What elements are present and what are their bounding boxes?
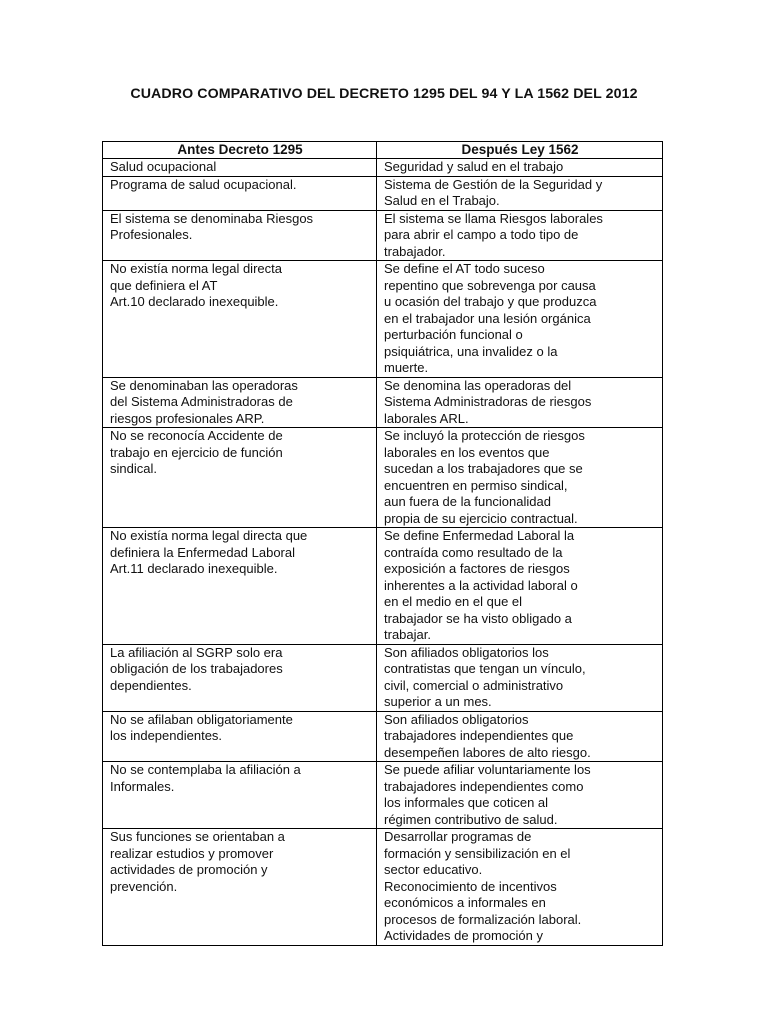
cell-text: Se denomina las operadoras del Sistema Administradoras de riesgos laborales ARL. — [384, 377, 592, 426]
cell-after — [377, 762, 663, 829]
cell-before — [103, 428, 377, 528]
cell-text: Sus funciones se orientaban a realizar estudios y promover actividades de promoción y prevención. — [110, 829, 285, 894]
cell-text: No se reconocía Accidente de trabajo en ejercicio de función sindical. — [110, 428, 283, 476]
cell-before — [103, 210, 377, 261]
cell-text: Salud ocupacional — [110, 159, 217, 174]
header-before: Antes Decreto 1295 — [103, 142, 377, 159]
table-row — [103, 762, 663, 829]
header-after: Después Ley 1562 — [377, 142, 663, 159]
cell-after — [377, 377, 663, 428]
cell-after — [377, 711, 663, 762]
cell-text: Desarrollar programas de formación y sensibilización en el sector educativo. Reconocimiento de incentivos económicos a informales en procesos de formalización laboral. Actividades de promoción y — [384, 829, 582, 943]
cell-text: Se incluyó la protección de riesgos laborales en los eventos que sucedan a los trabajadores que se encuentren en permiso sindical, aun fuera de la funcionalidad propia de su ejercicio contractual. — [384, 428, 585, 526]
cell-text: Se define el AT todo suceso repentino que sobrevenga por causa u ocasión del trabajo y que produzca en el trabajador una lesión orgánica perturbación funcional o psiquiátrica, una invalidez o la muerte. — [384, 261, 597, 375]
comparison-table — [102, 141, 663, 946]
cell-text: Son afiliados obligatorios trabajadores independientes que desempeñen labores de alto riesgo. — [384, 711, 591, 760]
table-row — [103, 528, 663, 645]
cell-after — [377, 644, 663, 711]
cell-after — [377, 159, 663, 177]
table-row — [103, 210, 663, 261]
page-title: CUADRO COMPARATIVO DEL DECRETO 1295 DEL 94 Y LA 1562 DEL 2012 — [130, 86, 638, 102]
cell-text: Se puede afiliar voluntariamente los trabajadores independientes como los informales que coticen al régimen contributivo de salud. — [384, 762, 591, 827]
table-row — [103, 261, 663, 378]
table-row — [103, 159, 663, 177]
cell-text: Seguridad y salud en el trabajo — [384, 159, 564, 174]
cell-after — [377, 528, 663, 645]
cell-after — [377, 428, 663, 528]
cell-before — [103, 829, 377, 946]
cell-before — [103, 377, 377, 428]
cell-after — [377, 210, 663, 261]
cell-text: Se denominaban las operadoras del Sistema Administradoras de riesgos profesionales ARP. — [110, 377, 298, 426]
cell-text: Son afiliados obligatorios los contratistas que tengan un vínculo, civil, comercial o administrativo superior a un mes. — [384, 644, 586, 709]
cell-text: No existía norma legal directa que definiera la Enfermedad Laboral Art.11 declarado inexequible. — [110, 528, 308, 576]
table-row — [103, 428, 663, 528]
table-header-row — [103, 142, 663, 159]
cell-before — [103, 528, 377, 645]
cell-before — [103, 261, 377, 378]
cell-text: El sistema se llama Riesgos laborales para abrir el campo a todo tipo de trabajador. — [384, 210, 603, 259]
table-row — [103, 711, 663, 762]
cell-before — [103, 711, 377, 762]
table-row — [103, 377, 663, 428]
cell-text: Programa de salud ocupacional. — [110, 176, 297, 192]
cell-before — [103, 762, 377, 829]
cell-before — [103, 176, 377, 210]
cell-text: No existía norma legal directa que definiera el AT Art.10 declarado inexequible. — [110, 261, 282, 309]
cell-text: Se define Enfermedad Laboral la contraída como resultado de la exposición a factores de riesgos inherentes a la actividad laboral o en el medio en el que el trabajador se ha visto obligado a trabajar. — [384, 528, 578, 642]
table-row — [103, 176, 663, 210]
cell-after — [377, 261, 663, 378]
cell-before — [103, 159, 377, 177]
cell-after — [377, 829, 663, 946]
cell-text: Sistema de Gestión de la Seguridad y Salud en el Trabajo. — [384, 176, 603, 208]
cell-text: No se afilaban obligatoriamente los independientes. — [110, 711, 293, 743]
cell-text: No se contemplaba la afiliación a Informales. — [110, 762, 301, 794]
cell-text: El sistema se denominaba Riesgos Profesionales. — [110, 210, 314, 242]
cell-before — [103, 644, 377, 711]
cell-text: La afiliación al SGRP solo era obligación de los trabajadores dependientes. — [110, 644, 283, 693]
table-row — [103, 829, 663, 946]
table-row — [103, 644, 663, 711]
cell-after — [377, 176, 663, 210]
